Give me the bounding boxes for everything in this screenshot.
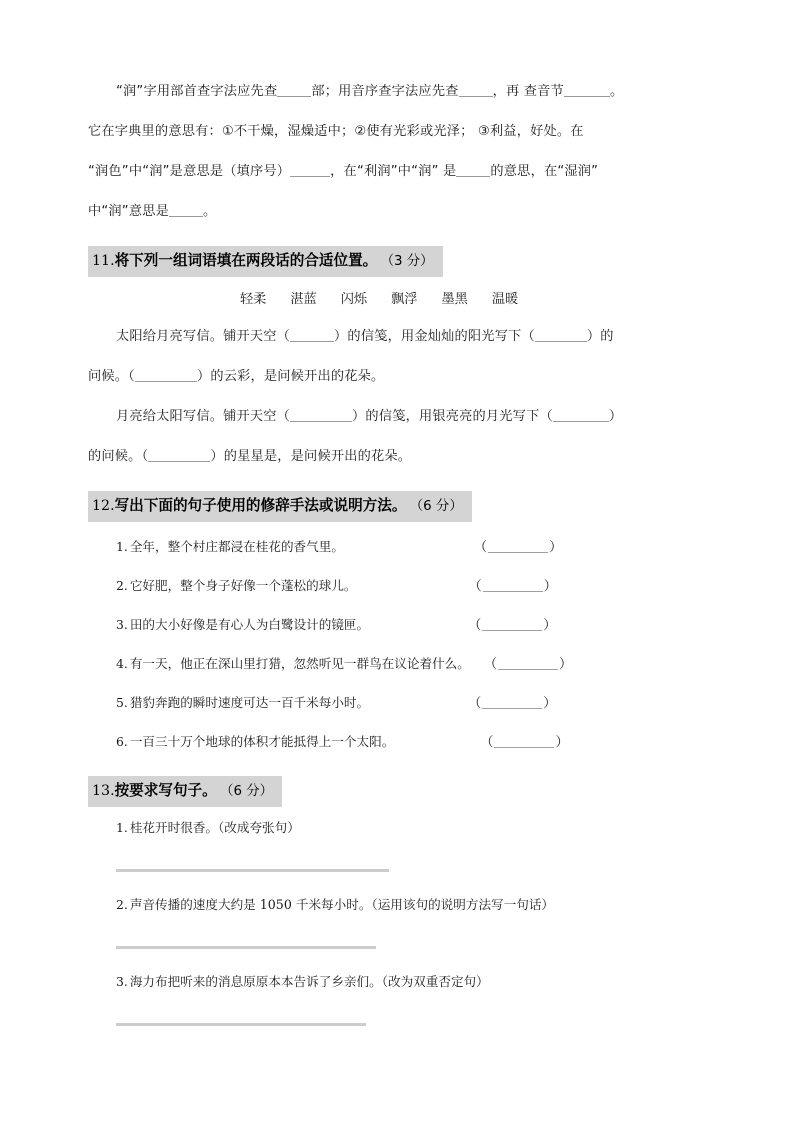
- dict-line4-part-a: 中“润”意思是: [88, 204, 170, 219]
- para1-l1-part-c: ）的: [586, 329, 614, 344]
- section-12-item: [88, 723, 702, 762]
- section-13-number: 13: [92, 783, 111, 799]
- para1-l2-part-b: ）的云彩，是问候开出的花朵。: [196, 369, 385, 384]
- para1-blank-1[interactable]: [290, 328, 334, 342]
- para2-blank-1[interactable]: [290, 408, 352, 422]
- item-answer-blank[interactable]: （ ）: [468, 579, 557, 594]
- item-index: 4.: [116, 656, 128, 671]
- section-13-answer-line[interactable]: [116, 869, 389, 872]
- para1-l1-part-a: 太阳给月亮写信。铺开天空（: [116, 329, 291, 344]
- section-11-para2-line2: [88, 437, 702, 477]
- dict-blank-syllable[interactable]: [564, 83, 610, 97]
- item-index: 3.: [116, 617, 128, 632]
- para2-blank-2[interactable]: [553, 408, 609, 422]
- dict-line3-part-a: “润色”中“润”是意思是（填序号）: [88, 164, 291, 179]
- item-answer-blank[interactable]: （ ）: [483, 657, 573, 672]
- para2-l1-part-a: 月亮给太阳写信。铺开天空（: [116, 409, 291, 424]
- dict-line4-part-b: 。: [203, 204, 217, 219]
- para2-l1-part-c: ）: [608, 409, 623, 424]
- para1-blank-3[interactable]: [135, 368, 197, 382]
- dict-line3-part-b: ，在“利润”中“润” 是: [330, 164, 457, 179]
- section-11-dot: .: [110, 253, 115, 269]
- item-index: 6.: [116, 734, 128, 749]
- dictionary-question-line-4: [88, 192, 702, 232]
- item-text: 猎豹奔跑的瞬时速度可达一百千米每小时。: [129, 695, 370, 710]
- word-bank-item: 闪烁: [340, 292, 368, 307]
- dict-line1-part-b: 部；用音序查字法应先查: [311, 84, 459, 99]
- section-12-item: [88, 645, 702, 684]
- section-11-para1-line2: [88, 357, 702, 397]
- dict-line1-part-d: 。: [609, 84, 624, 99]
- item-index: 3.: [116, 974, 128, 989]
- item-number-value: 1050: [259, 897, 292, 912]
- item-answer-blank[interactable]: （ ）: [468, 618, 557, 633]
- item-text: 海力布把听来的消息原原本本告诉了乡亲们。（改为双重否定句）: [129, 974, 489, 989]
- word-bank-item: 湛蓝: [290, 292, 317, 307]
- section-12-item: [88, 528, 702, 567]
- dictionary-question-line-2: 它在字典里的意思有：①不干燥，湿燥适中；②使有光彩或光泽； ③利益，好处。在: [88, 124, 584, 139]
- section-12-header: [88, 491, 472, 522]
- section-13-dot: .: [110, 783, 115, 799]
- item-text-a: 声音传播的速度大约是: [129, 897, 260, 912]
- section-13-item: [88, 890, 702, 920]
- section-11-word-bank: [88, 283, 702, 317]
- section-12-item: [88, 606, 702, 645]
- section-13-answer-line[interactable]: [116, 1023, 366, 1026]
- word-bank-item: 温暖: [491, 292, 519, 307]
- dict-line1-part-a: “润”字用部首查字法应先查: [116, 84, 278, 99]
- item-index: 1.: [116, 820, 128, 835]
- para2-l1-part-b: ）的信笺，用银亮亮的月光写下（: [352, 409, 553, 424]
- section-13-title: 按要求写句子。: [114, 782, 217, 799]
- word-bank-item: 墨黑: [441, 292, 468, 307]
- item-text: 有一天，他正在深山里打猎，忽然听见一群鸟在议论着什么。: [129, 656, 470, 671]
- section-12-points: （6 分）: [416, 499, 463, 514]
- dict-line3-part-c: 的意思，在“湿润”: [490, 164, 599, 179]
- item-index: 5.: [116, 695, 128, 710]
- item-answer-blank[interactable]: （ ）: [473, 540, 563, 555]
- section-12-item: [88, 684, 702, 723]
- section-11-header: [88, 246, 443, 277]
- item-index: 2.: [116, 897, 128, 912]
- dict-blank-runse[interactable]: [290, 163, 330, 177]
- section-12-title: 写出下面的句子使用的修辞手法或说明方法。: [114, 497, 407, 514]
- para1-blank-2[interactable]: [535, 328, 587, 342]
- section-13-item: [88, 813, 702, 843]
- dict-blank-initial[interactable]: [459, 83, 493, 97]
- dictionary-question-line-3: [88, 152, 702, 192]
- page-content: [88, 72, 702, 1044]
- section-12-number: 12: [92, 498, 111, 514]
- dict-blank-shirun[interactable]: [169, 203, 203, 217]
- word-bank-item: 轻柔: [240, 292, 267, 307]
- para2-l2-part-a: 的问候。（: [88, 449, 149, 464]
- section-11-para1-line1: [88, 317, 702, 357]
- item-text: 全年，整个村庄都浸在桂花的香气里。: [129, 539, 344, 554]
- section-13-answer-line[interactable]: [116, 946, 376, 949]
- section-12-dot: .: [110, 498, 115, 514]
- para1-l1-part-b: ）的信笺，用金灿灿的阳光写下（: [334, 329, 535, 344]
- dict-line1-part-c: ，再 查音节: [492, 84, 564, 99]
- section-11-number: 11: [92, 253, 111, 269]
- word-bank-item: 飘浮: [391, 292, 418, 307]
- item-text: 田的大小好像是有心人为白鹭设计的镜匣。: [129, 617, 370, 632]
- dictionary-question-line-1: [88, 72, 702, 112]
- section-11-title: 将下列一组词语填在两段话的合适位置。: [114, 252, 378, 269]
- dict-blank-radical[interactable]: [277, 83, 311, 97]
- item-index: 2.: [116, 578, 128, 593]
- dict-blank-lirun[interactable]: [456, 163, 490, 177]
- para2-blank-3[interactable]: [148, 448, 210, 462]
- section-12-item: [88, 567, 702, 606]
- item-index: 1.: [116, 539, 128, 554]
- item-text: 它好肥，整个身子好像一个蓬松的球儿。: [129, 578, 357, 593]
- section-13-item: [88, 967, 702, 997]
- section-13-header: [88, 776, 282, 807]
- section-11-points: （3 分）: [387, 254, 434, 269]
- para2-l2-part-b: ）的星星是，是问候开出的花朵。: [210, 449, 412, 464]
- para1-l2-part-a: 问候。（: [88, 369, 135, 384]
- section-11-para2-line1: [88, 397, 702, 437]
- item-text: 一百三十万个地球的体积才能抵得上一个太阳。: [129, 734, 395, 749]
- item-text: 桂花开时很香。（改成夸张句）: [129, 820, 300, 835]
- item-answer-blank[interactable]: （ ）: [468, 696, 557, 711]
- section-13-points: （6 分）: [226, 784, 273, 799]
- item-text-b: 千米每小时。（运用该句的说明方法写一句话）: [291, 897, 555, 912]
- item-answer-blank[interactable]: （ ）: [480, 735, 569, 750]
